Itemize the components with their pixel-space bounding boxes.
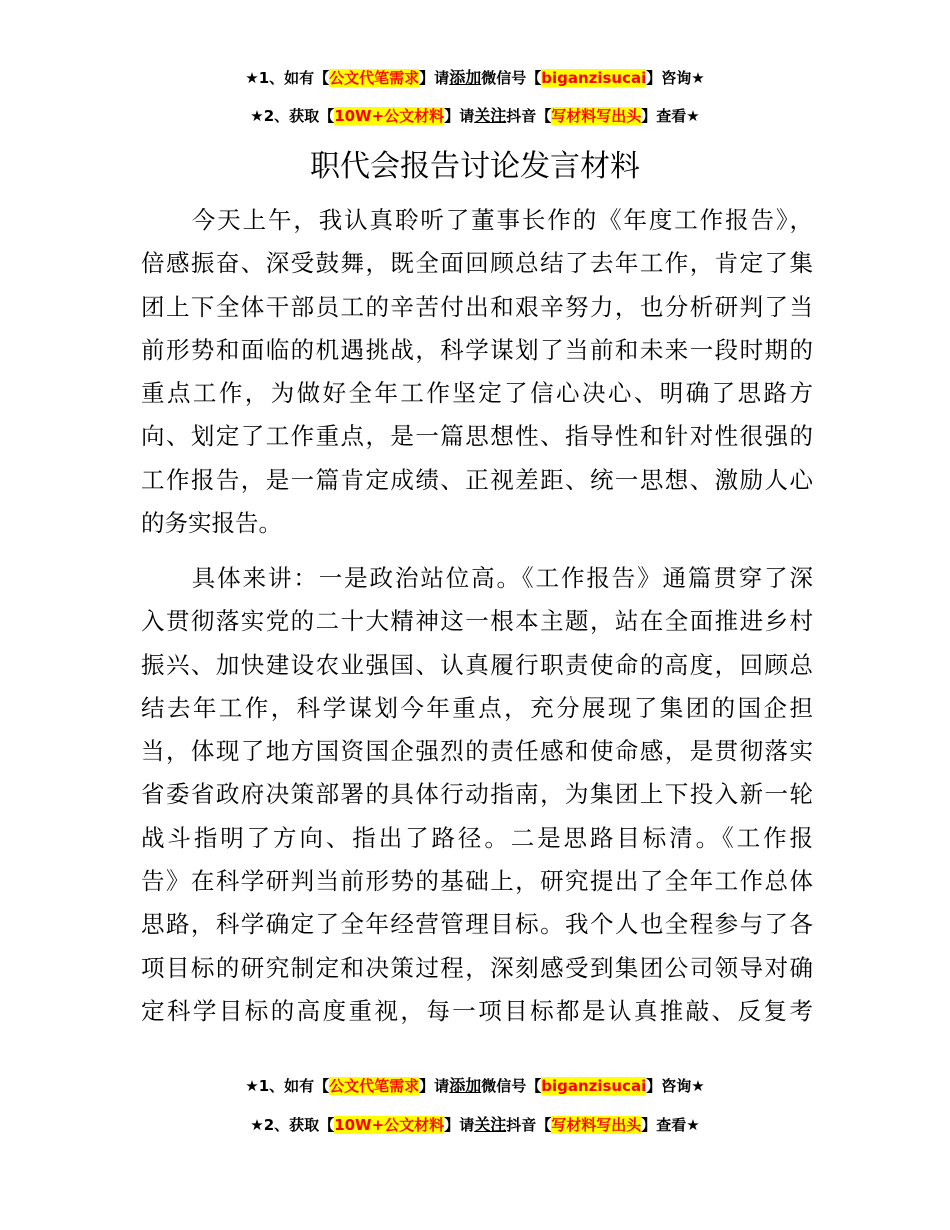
paragraph-line: 的务实报告。 <box>141 509 282 538</box>
ad-emphasis: 关注 <box>474 1115 507 1134</box>
ad-prefix: ★1、如有【 <box>245 69 330 87</box>
ad-text: 】请 <box>444 1116 475 1134</box>
paragraph-line: 定科学目标的高度重视，每一项目标都是认真推敲、反复考 <box>141 996 813 1025</box>
ad-emphasis: 添加 <box>449 1076 482 1095</box>
ad-text: 】请 <box>444 107 475 125</box>
paragraph-line: 前形势和面临的机遇挑战，科学谋划了当前和未来一段时期的 <box>141 335 813 364</box>
paragraph-line: 结去年工作，科学谋划今年重点，充分展现了集团的国企担 <box>141 693 813 722</box>
paragraph-line: 团上下全体干部员工的辛苦付出和艰辛努力，也分析研判了当 <box>141 292 813 321</box>
ad-suffix: 】查看★ <box>641 1116 700 1134</box>
paragraph-line: 告》在科学研判当前形势的基础上，研究提出了全年工作总体 <box>141 867 813 896</box>
ad-text: 微信号【 <box>481 1077 542 1095</box>
paragraph-line: 当，体现了地方国资国企强烈的责任感和使命感，是贯彻落实 <box>141 737 813 766</box>
ad-prefix: ★1、如有【 <box>245 1077 330 1095</box>
ad-suffix: 】查看★ <box>641 107 700 125</box>
document-title: 职代会报告讨论发言材料 <box>310 149 640 184</box>
ad-suffix: 】咨询★ <box>646 69 705 87</box>
ad-line-douyin-footer <box>0 1115 950 1135</box>
ad-line-douyin <box>0 106 950 126</box>
ad-text: 】请 <box>419 69 450 87</box>
ad-highlight-service: 公文代笔需求 <box>329 69 420 87</box>
ad-prefix: ★2、获取【 <box>250 107 335 125</box>
ad-text: 】请 <box>419 1077 450 1095</box>
ad-highlight-douyin-id: 写材料写出头 <box>551 1116 642 1134</box>
body-paragraph-2 <box>141 557 813 1033</box>
paragraph-line: 思路，科学确定了全年经营管理目标。我个人也全程参与了各 <box>141 910 813 939</box>
paragraph-line: 重点工作，为做好全年工作坚定了信心决心、明确了思路方 <box>141 379 813 408</box>
ad-emphasis: 关注 <box>474 106 507 125</box>
paragraph-line: 项目标的研究制定和决策过程，深刻感受到集团公司领导对确 <box>141 953 813 982</box>
body-paragraph-1 <box>141 199 813 545</box>
ad-suffix: 】咨询★ <box>646 1077 705 1095</box>
paragraph-line: 向、划定了工作重点，是一篇思想性、指导性和针对性很强的 <box>141 422 813 451</box>
ad-highlight-douyin-id: 写材料写出头 <box>551 107 642 125</box>
ad-line-wechat-footer <box>0 1076 950 1096</box>
paragraph-line: 战斗指明了方向、指出了路径。二是思路目标清。《工作报 <box>141 823 813 852</box>
paragraph-line: 倍感振奋、深受鼓舞，既全面回顾总结了去年工作，肯定了集 <box>141 249 813 278</box>
paragraph-line: 具体来讲：一是政治站位高。《工作报告》通篇贯穿了深 <box>141 564 813 592</box>
ad-text: 微信号【 <box>481 69 542 87</box>
ad-highlight-materials: 10W+公文材料 <box>334 1116 445 1134</box>
paragraph-line: 入贯彻落实党的二十大精神这一根本主题，站在全面推进乡村 <box>141 607 813 636</box>
paragraph-line: 工作报告，是一篇肯定成绩、正视差距、统一思想、激励人心 <box>141 465 813 494</box>
ad-highlight-service: 公文代笔需求 <box>329 1077 420 1095</box>
ad-text: 抖音【 <box>506 1116 552 1134</box>
ad-text: 抖音【 <box>506 107 552 125</box>
ad-line-wechat <box>0 68 950 88</box>
ad-prefix: ★2、获取【 <box>250 1116 335 1134</box>
paragraph-line: 振兴、加快建设农业强国、认真履行职责使命的高度，回顾总 <box>141 650 813 679</box>
ad-highlight-wechat-id: biganzisucai <box>541 69 647 87</box>
ad-highlight-wechat-id: biganzisucai <box>541 1077 647 1095</box>
paragraph-line: 省委省政府决策部署的具体行动指南，为集团上下投入新一轮 <box>141 780 813 809</box>
ad-highlight-materials: 10W+公文材料 <box>334 107 445 125</box>
ad-emphasis: 添加 <box>449 68 482 87</box>
paragraph-line: 今天上午，我认真聆听了董事长作的《年度工作报告》， <box>141 206 813 234</box>
